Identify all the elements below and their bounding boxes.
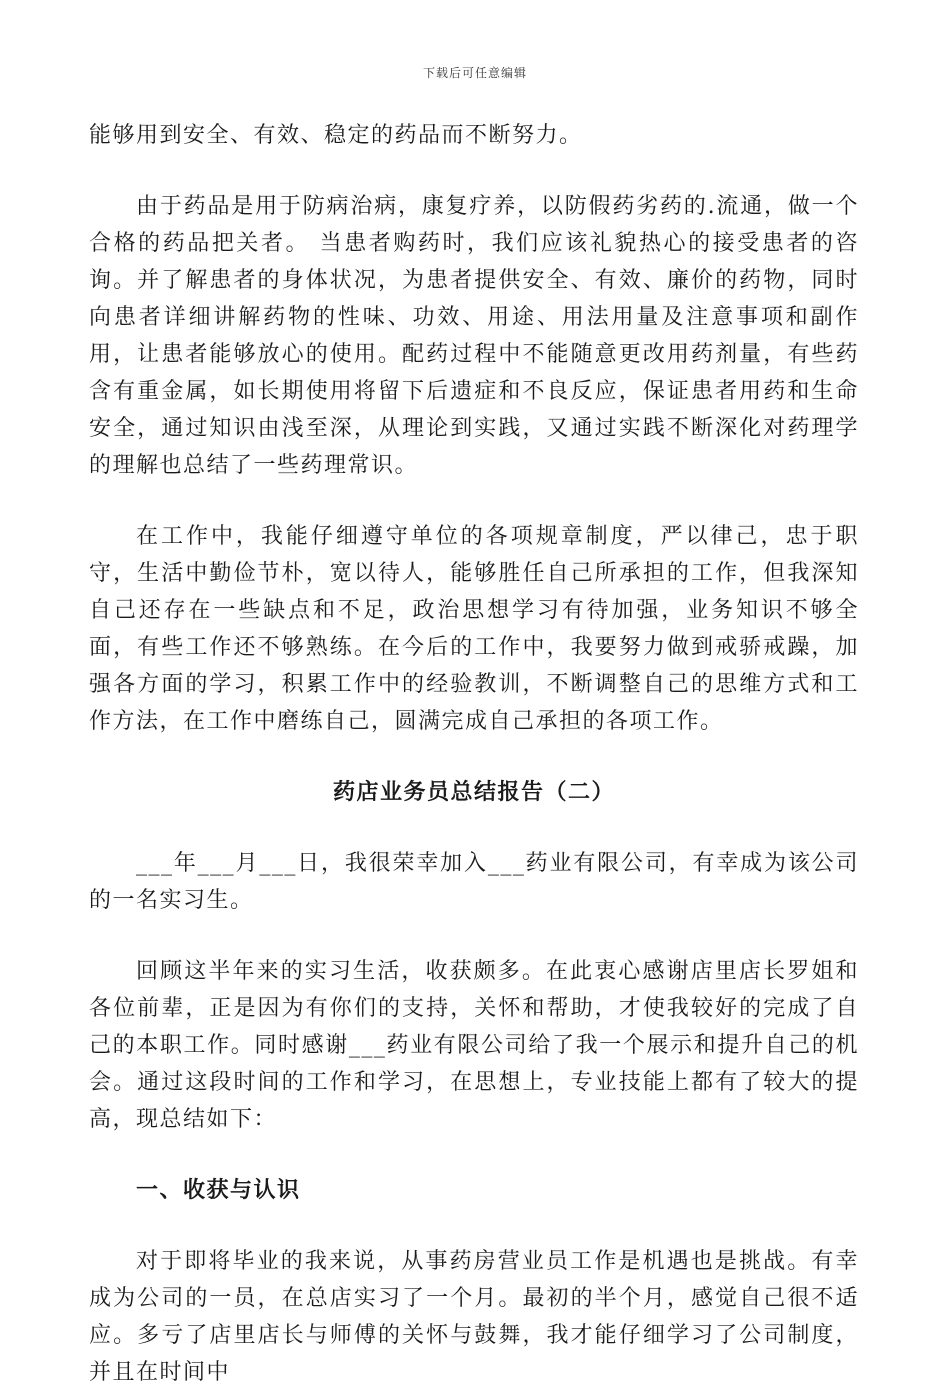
spacer — [89, 811, 859, 845]
spacer — [89, 1209, 859, 1243]
paragraph-joining: ___年___月___日，我很荣幸加入___药业有限公司，有幸成为该公司的一名实习生。 — [89, 851, 859, 913]
document-body — [89, 117, 859, 1391]
spacer — [89, 919, 859, 953]
report-title: 药店业务员总结报告（二） — [332, 779, 615, 805]
spacer — [89, 1138, 859, 1172]
paragraph-work-attitude: 在工作中，我能仔细遵守单位的各项规章制度，严以律己，忠于职守，生活中勤俭节朴，宽以待人，能够胜任自己所承担的工作，但我深知自己还存在一些缺点和不足，政治思想学习有待加强，业务知识不够全面，有些工作还不够熟练。在今后的工作中，我要努力做到戒骄戒躁，加强各方面的学习，积累工作中的经验教训，不断调整自己的思维方式和工作方法，在工作中磨练自己，圆满完成自己承担的各项工作。 — [89, 524, 859, 734]
paragraph-continuation: 能够用到安全、有效、稳定的药品而不断努力。 — [89, 123, 583, 148]
paragraph-gains: 对于即将毕业的我来说，从事药房营业员工作是机遇也是挑战。有幸成为公司的一员，在总店实习了一个月。最初的半个月，感觉自己很不适应。多亏了店里店长与师傅的关怀与鼓舞，我才能仔细学习了公司制度，并且在时间中 — [89, 1249, 859, 1385]
paragraph-pharmacy-duty: 由于药品是用于防病治病，康复疗养，以防假药劣药的.流通，做一个合格的药品把关者。 当患者购药时，我们应该礼貌热心的接受患者的咨询。并了解患者的身体状况，为患者提供安全、有效、廉价的药物，同时向患者详细讲解药物的性味、功效、用途、用法用量及注意事项和副作用，让患者能够放心的使用。配药过程中不能随意更改用药剂量，有些药含有重金属，如长期使用将留下后遗症和不良反应，保证患者用药和生命安全，通过知识由浅至深，从理论到实践，又通过实践不断深化对药理学的理解也总结了一些药理常识。 — [89, 194, 859, 478]
spacer — [89, 484, 859, 518]
section-heading: 一、收获与认识 — [136, 1177, 301, 1203]
paragraph-review: 回顾这半年来的实习生活，收获颇多。在此衷心感谢店里店长罗姐和各位前辈，正是因为有你们的支持，关怀和帮助，才使我较好的完成了自己的本职工作。同时感谢___药业有限公司给了我一个展示和提升自己的机会。通过这段时间的工作和学习，在思想上，专业技能上都有了较大的提高，现总结如下： — [89, 959, 859, 1132]
spacer — [89, 740, 859, 774]
page-header: 下载后可任意编辑 — [422, 66, 527, 80]
spacer — [89, 154, 859, 188]
